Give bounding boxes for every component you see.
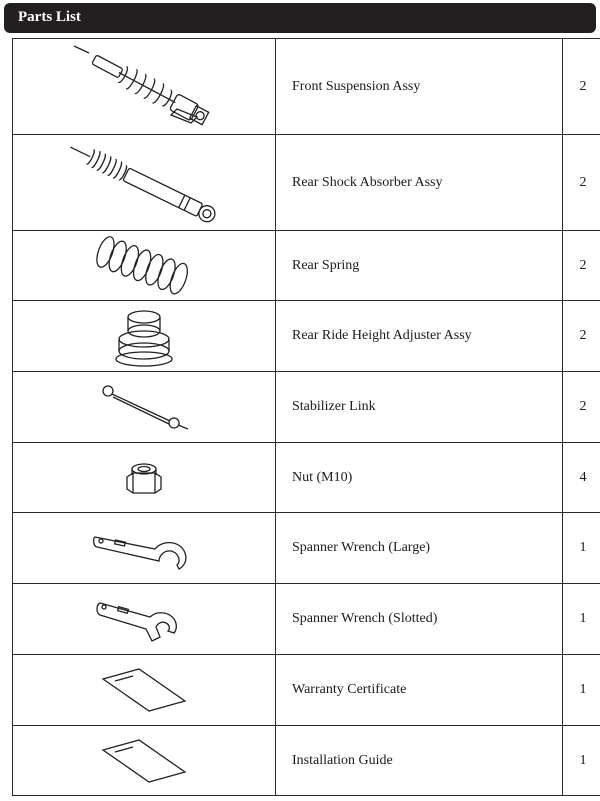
page-title: Parts List (18, 9, 81, 25)
nut-icon (119, 453, 169, 503)
front-suspension-icon (59, 41, 229, 133)
part-name: Spanner Wrench (Slotted) (276, 584, 563, 655)
part-qty: 2 (563, 301, 600, 372)
part-qty: 2 (563, 39, 600, 135)
parts-list-header (4, 3, 596, 33)
part-name: Nut (M10) (276, 443, 563, 513)
spanner-wrench-slotted-icon (94, 591, 194, 647)
part-name: Warranty Certificate (276, 655, 563, 726)
installation-guide-icon (99, 736, 189, 786)
part-name: Rear Shock Absorber Assy (276, 135, 563, 231)
part-qty: 1 (563, 655, 600, 726)
spanner-wrench-large-icon (89, 523, 199, 573)
rear-shock-absorber-icon (54, 137, 234, 229)
part-name: Installation Guide (276, 726, 563, 796)
part-name: Rear Ride Height Adjuster Assy (276, 301, 563, 372)
table-row (13, 584, 600, 655)
part-qty: 1 (563, 513, 600, 584)
part-name: Rear Spring (276, 231, 563, 301)
table-row (13, 443, 600, 513)
part-qty: 2 (563, 135, 600, 231)
table-row (13, 655, 600, 726)
table-row (13, 301, 600, 372)
part-qty: 1 (563, 726, 600, 796)
ride-height-adjuster-icon (109, 303, 179, 369)
parts-table (12, 38, 600, 796)
table-row (13, 726, 600, 796)
part-qty: 4 (563, 443, 600, 513)
table-row (13, 135, 600, 231)
part-name: Spanner Wrench (Large) (276, 513, 563, 584)
table-row (13, 372, 600, 443)
rear-spring-icon (89, 234, 199, 298)
table-row (13, 513, 600, 584)
part-qty: 2 (563, 231, 600, 301)
part-name: Stabilizer Link (276, 372, 563, 443)
part-name: Front Suspension Assy (276, 39, 563, 135)
table-row (13, 39, 600, 135)
stabilizer-link-icon (94, 377, 194, 437)
part-qty: 2 (563, 372, 600, 443)
part-qty: 1 (563, 584, 600, 655)
table-row (13, 231, 600, 301)
warranty-certificate-icon (99, 665, 189, 715)
